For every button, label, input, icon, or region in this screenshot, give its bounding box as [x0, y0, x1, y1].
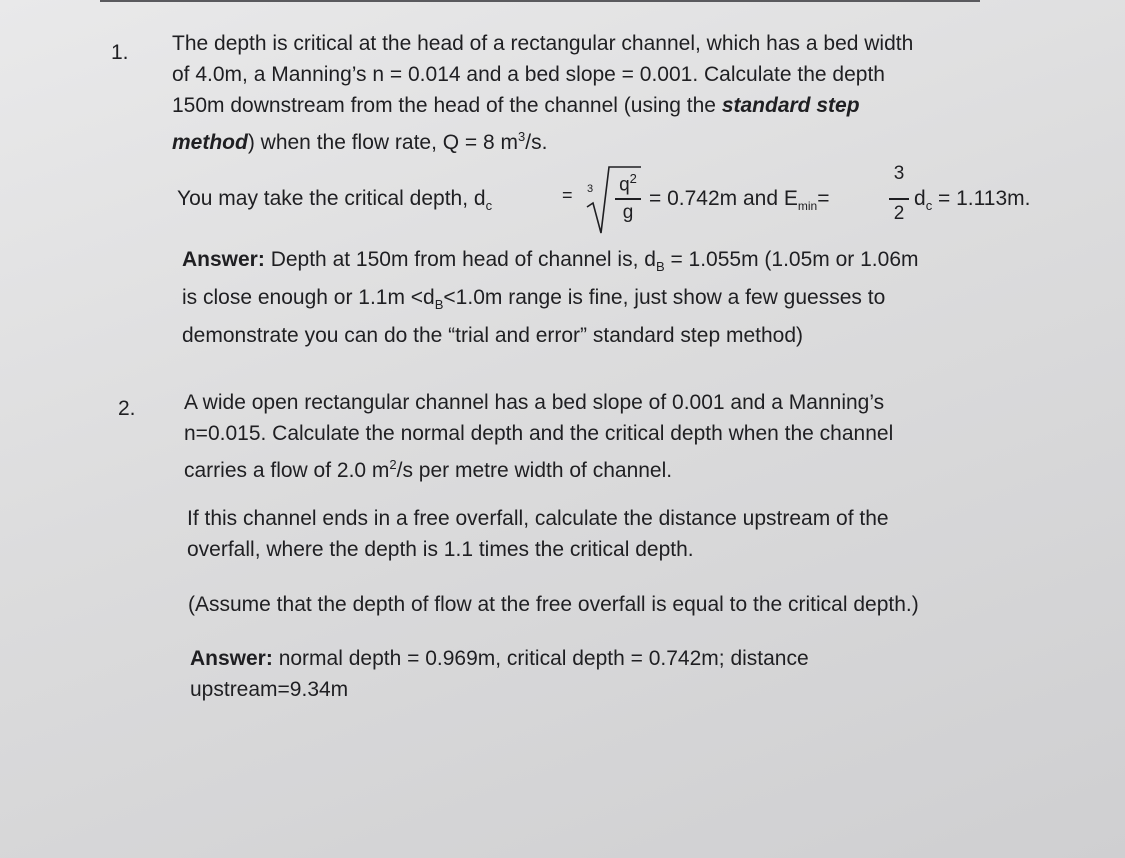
q1-line2: of 4.0m, a Manning’s n = 0.014 and a bed slope = 0.001. Calculate the depth	[172, 63, 885, 86]
eq-3-2-bar	[889, 198, 909, 200]
eq-root-index: 3	[587, 183, 594, 195]
eq-3-2-numerator: 3	[893, 163, 905, 184]
q2-answer-text1: normal depth = 0.969m, critical depth = 0.742m; distance	[272, 647, 809, 670]
eq-dc: d	[914, 187, 926, 210]
question-1-text	[172, 28, 1092, 158]
q1-answer-line1	[182, 244, 1102, 282]
q1-unit-sup: 3	[518, 129, 526, 144]
eq-equals: =	[562, 185, 573, 205]
q1-line4-text: ) when the flow rate, Q = 8 m	[247, 131, 519, 154]
eq-prefix	[177, 187, 492, 213]
question-2-assumption: (Assume that the depth of flow at the free overfall is equal to the critical depth.)	[188, 593, 919, 616]
question-2-text	[184, 387, 1104, 486]
q2-p2-line2: overfall, where the depth is 1.1 times the critical depth.	[187, 538, 694, 561]
eq-end	[914, 187, 1030, 213]
eq-fraction-bar	[615, 198, 641, 200]
top-rule	[100, 0, 980, 2]
q1-emph-method: method	[172, 131, 248, 154]
q1-answer-sub-b2: B	[434, 297, 444, 313]
q1-answer-label: Answer:	[182, 248, 265, 271]
q1-answer-line3: demonstrate you can do the “trial and error” standard step method)	[182, 324, 803, 348]
eq-end-text: = 1.113m.	[938, 187, 1031, 210]
eq-sub-c: c	[485, 198, 493, 214]
q1-answer-sub-b: B	[655, 259, 665, 275]
eq-sub-min: min	[797, 199, 818, 214]
critical-depth-equation	[177, 165, 1077, 235]
question-1-answer	[182, 244, 1102, 351]
question-2-paragraph-2	[187, 503, 1107, 565]
q2-line1: A wide open rectangular channel has a bed slope of 0.001 and a Manning’s	[184, 391, 885, 414]
eq-mid	[649, 187, 829, 213]
q1-line3	[172, 90, 1092, 121]
q2-answer-line1	[190, 643, 1110, 674]
q2-line3a: carries a flow of 2.0 m	[184, 459, 390, 482]
eq-fraction-numerator	[615, 171, 641, 196]
eq-dc-sub: c	[925, 198, 933, 214]
q1-answer-text2a: is close enough or 1.1m <d	[182, 286, 435, 310]
question-2-answer	[190, 643, 1110, 705]
q2-p2-line1: If this channel ends in a free overfall, calculate the distance upstream of the	[187, 507, 889, 530]
q1-answer-text2b: <1.0m range is fine, just show a few guesses to	[443, 286, 886, 310]
q2-line3	[184, 449, 1104, 486]
q1-emph-standard-step: standard step	[721, 94, 860, 117]
question-2-number: 2.	[118, 397, 136, 420]
q1-answer-line2	[182, 282, 1102, 320]
q1-line1: The depth is critical at the head of a rectangular channel, which has a bed width	[172, 32, 914, 55]
eq-q: q	[619, 174, 630, 196]
q2-line3-sup: 2	[389, 457, 397, 472]
eq-mid-text: = 0.742m and E	[649, 187, 798, 210]
q2-line2: n=0.015. Calculate the normal depth and the critical depth when the channel	[184, 422, 894, 445]
q1-answer-text1: Depth at 150m from head of channel is, d	[264, 248, 656, 271]
eq-fraction-denominator: g	[622, 202, 634, 223]
eq-3-2-denominator: 2	[893, 203, 905, 224]
q2-answer-label: Answer:	[190, 647, 273, 670]
q1-line4	[172, 121, 1092, 158]
question-1-number: 1.	[111, 41, 129, 64]
eq-q-sup: 2	[629, 171, 637, 186]
eq-equals-2: =	[817, 187, 830, 210]
q1-answer-text1-end: = 1.055m (1.05m or 1.06m	[664, 248, 919, 271]
q1-line3-text: 150m downstream from the head of the channel (using the	[172, 94, 722, 117]
q1-line4-end: /s.	[525, 131, 548, 154]
eq-prefix-text: You may take the critical depth, d	[177, 187, 486, 210]
q2-answer-line2: upstream=9.34m	[190, 678, 349, 701]
q2-line3b: /s per metre width of channel.	[396, 459, 673, 482]
